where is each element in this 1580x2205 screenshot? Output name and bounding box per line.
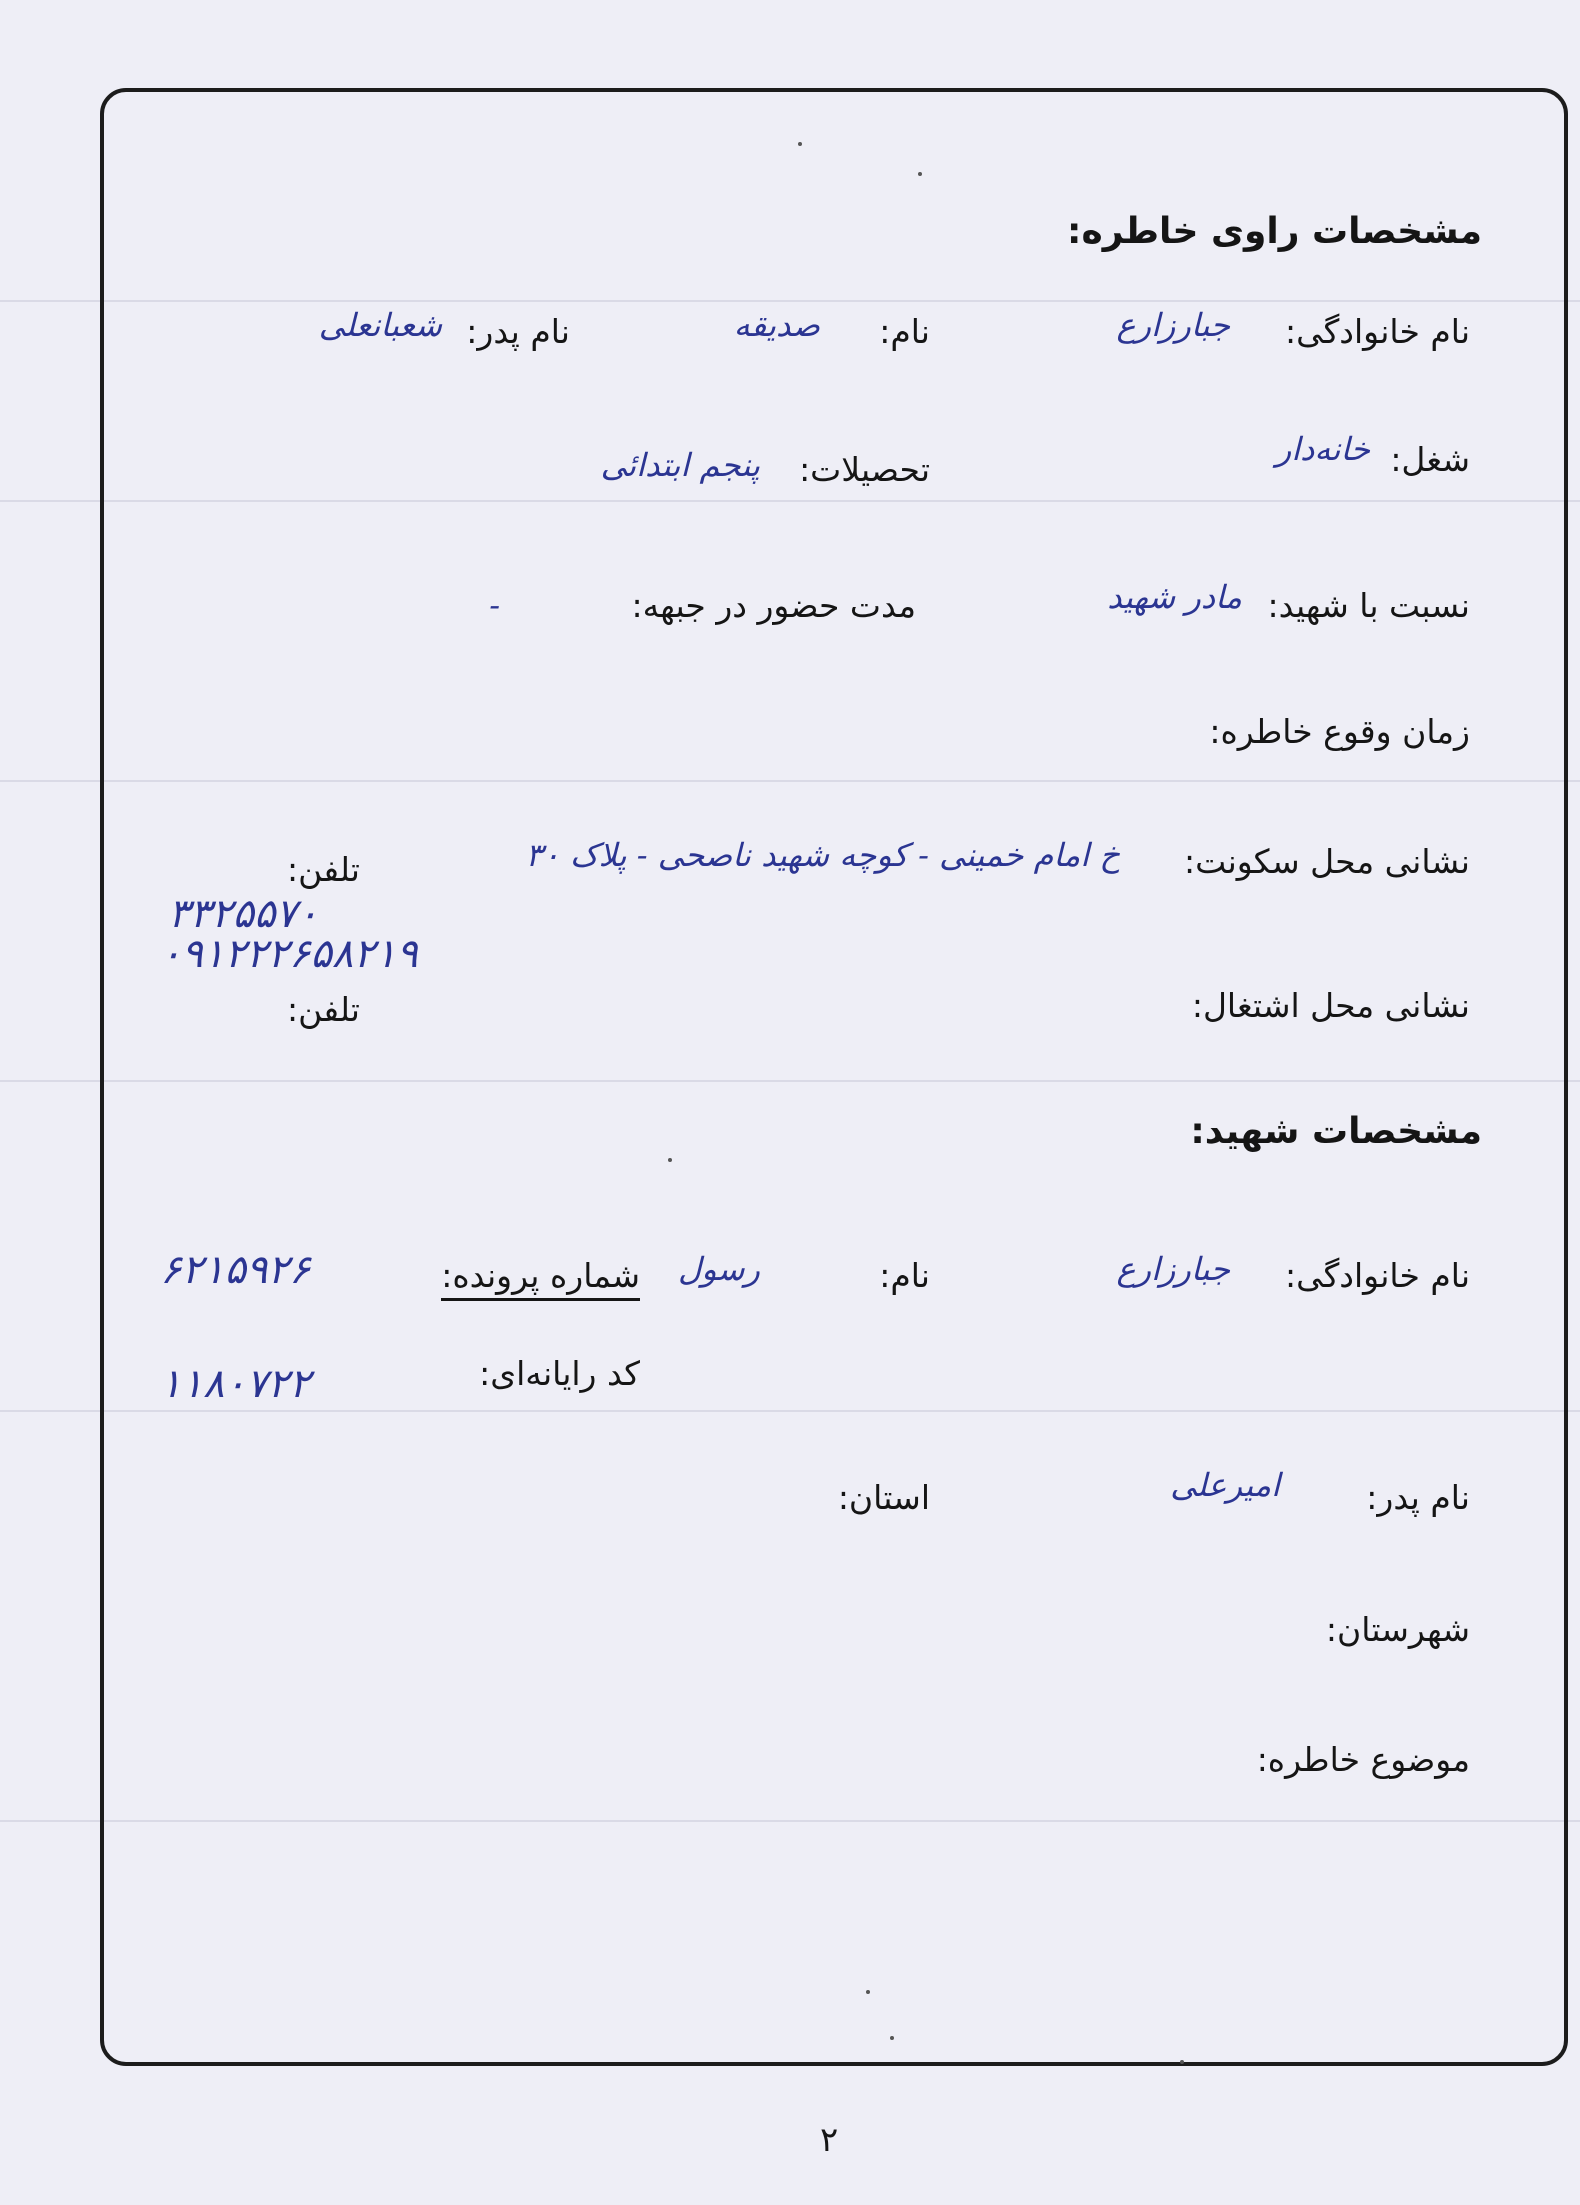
narrator-father-label: نام پدر: — [466, 312, 570, 351]
martyr-file-value: ۶۲۱۵۹۲۶ — [160, 1247, 311, 1293]
page-number: ۲ — [820, 2120, 839, 2160]
narrator-job-label: شغل: — [1390, 440, 1470, 479]
martyr-province-label: استان: — [837, 1478, 930, 1517]
martyr-city-label: شهرستان: — [1325, 1610, 1470, 1649]
martyr-name-label: نام: — [879, 1256, 930, 1295]
narrator-address-value: خ امام خمینی - کوچه شهید ناصحی - پلاک ۳۰ — [525, 836, 1120, 874]
narrator-phone-label: تلفن: — [286, 850, 360, 889]
narrator-heading: مشخصات راوی خاطره: — [1067, 211, 1482, 252]
narrator-name-label: نام: — [879, 312, 930, 351]
narrator-education-label: تحصیلات: — [799, 450, 930, 489]
martyr-heading: مشخصات شهید: — [1190, 1111, 1482, 1152]
narrator-relation-label: نسبت با شهید: — [1267, 586, 1470, 625]
martyr-father-value: امیرعلی — [1170, 1466, 1280, 1504]
martyr-file-label: شماره پرونده: — [441, 1256, 640, 1301]
narrator-address-label: نشانی محل سکونت: — [1184, 842, 1470, 881]
martyr-code-label: کد رایانه‌ای: — [479, 1354, 640, 1393]
narrator-phone-value-2: ۰۹۱۲۲۲۶۵۸۲۱۹ — [160, 931, 418, 977]
martyr-father-label: نام پدر: — [1366, 1478, 1470, 1517]
narrator-name-value: صدیقه — [733, 306, 820, 344]
narrator-family-value: جبارزارع — [1116, 306, 1230, 344]
narrator-relation-value: مادر شهید — [1107, 578, 1242, 616]
narrator-time-label: زمان وقوع خاطره: — [1209, 712, 1470, 751]
martyr-topic-label: موضوع خاطره: — [1256, 1740, 1470, 1779]
narrator-father-value: شعبانعلی — [318, 306, 442, 344]
narrator-work-address-label: نشانی محل اشتغال: — [1191, 986, 1470, 1025]
martyr-name-value: رسول — [677, 1250, 760, 1288]
narrator-job-value: خانه‌دار — [1275, 430, 1370, 468]
narrator-family-label: نام خانوادگی: — [1284, 312, 1470, 351]
narrator-education-value: پنجم ابتدائی — [600, 446, 760, 484]
narrator-front-value: - — [489, 586, 500, 624]
narrator-work-phone-label: تلفن: — [286, 990, 360, 1029]
martyr-code-value: ۱۱۸۰۷۲۲ — [160, 1361, 311, 1407]
martyr-family-value: جبارزارع — [1116, 1250, 1230, 1288]
martyr-family-label: نام خانوادگی: — [1284, 1256, 1470, 1295]
narrator-front-label: مدت حضور در جبهه: — [631, 586, 916, 625]
narrator-phone-value-1: ۳۳۲۵۵۷۰ — [168, 891, 319, 937]
